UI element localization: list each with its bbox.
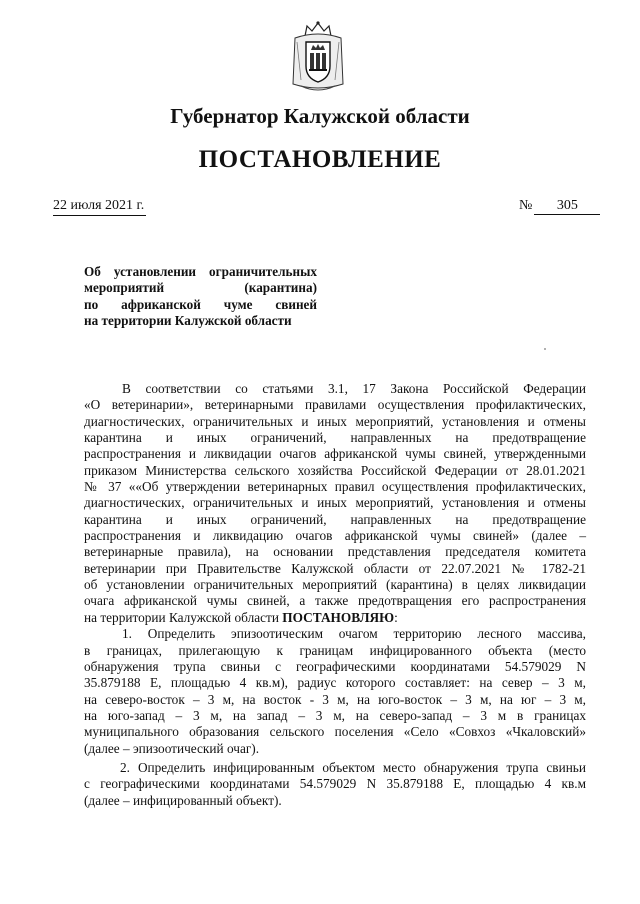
body-line: в границах, прилегающую к границам инфицированного объекта (место xyxy=(84,642,586,658)
subject-line: мероприятий (карантина) xyxy=(84,280,317,296)
body-line: распространения и ликвидации очагов африканской чумы свиней, утвержденными xyxy=(84,446,586,462)
body-line: карантина и иных ограничений, направленных на предотвращение xyxy=(84,511,586,527)
subject-line: по африканской чуме свиней xyxy=(84,296,317,312)
body-line: (далее – эпизоотический очаг). xyxy=(84,740,260,756)
subject-line: Об установлении ограничительных xyxy=(84,264,317,279)
body-line: диагностических, ограничительных и иных мероприятий, установления и отмены xyxy=(84,413,586,429)
number-label: № xyxy=(519,198,533,213)
coat-of-arms-emblem xyxy=(291,20,345,94)
body-line: 35.879188 E, площадью 4 кв.м), радиус которого составляет: на север – 3 м, xyxy=(84,675,586,691)
decree-colon: : xyxy=(394,609,398,625)
body-line: распространения и ликвидацию очагов африканской чумы свиней» (далее – xyxy=(84,528,586,544)
decree-word: ПОСТАНОВЛЯЮ xyxy=(282,609,395,625)
body-line: В соответствии со статьями 3.1, 17 Закона Российской Федерации xyxy=(122,381,586,396)
body-line: диагностических, ограничительных и иных мероприятий, установления и отмены xyxy=(84,495,586,511)
document-number xyxy=(519,198,600,215)
body-line: 2. Определить инфицированным объектом место обнаружения трупа свиньи xyxy=(120,759,586,775)
body-line: карантина и иных ограничений, направленных на предотвращение xyxy=(84,430,586,446)
number-value: 305 xyxy=(534,198,600,215)
document-body xyxy=(84,381,586,809)
subject-line: на территории Калужской области xyxy=(84,312,292,328)
body-line: ветеринарии при Правительстве Калужской области от 22.07.2021 № 1782-21 xyxy=(84,560,586,576)
body-line: 1. Определить эпизоотическим очагом территорию лесного массива, xyxy=(122,626,586,642)
body-line: (далее – инфицированный объект). xyxy=(84,792,282,808)
body-line: на юго-запад – 3 м, на запад – 3 м, на северо-запад – 3 м в границах xyxy=(84,707,586,723)
document-date: 22 июля 2021 г. xyxy=(53,198,146,216)
body-line: «О ветеринарии», ветеринарными правилами осуществления профилактических, xyxy=(84,397,586,413)
authority-title: Губернатор Калужской области xyxy=(170,104,470,128)
body-line: очага африканской чумы свиней, а также предотвращения его распространения xyxy=(84,593,586,609)
body-line: об установлении ограничительных мероприятий (карантина) в целях ликвидации xyxy=(84,577,586,593)
document-subject xyxy=(84,264,317,329)
document-type: ПОСТАНОВЛЕНИЕ xyxy=(198,146,442,173)
body-line: на территории Калужской области xyxy=(84,609,283,625)
body-line: муниципального образования сельского поселения «Село «Совхоз «Чкаловский» xyxy=(84,724,586,740)
body-line: ветеринарные правила), на основании представления председателя комитета xyxy=(84,544,586,560)
body-line: приказом Министерства сельского хозяйства Российской Федерации от 28.01.2021 xyxy=(84,462,586,478)
scan-speck xyxy=(544,348,546,350)
body-line: с географическими координатами 54.579029 N 35.879188 E, площадью 4 кв.м xyxy=(84,776,586,792)
body-line-decree xyxy=(84,610,586,626)
body-line: № 37 ««Об утверждении ветеринарных правил осуществления профилактических, xyxy=(84,479,586,495)
body-line: обнаружения трупа свиньи с географическими координатами 54.579029 N xyxy=(84,658,586,674)
body-line: на северо-восток – 3 м, на восток - 3 м, на юго-восток – 3 м, на юг – 3 м, xyxy=(84,691,586,707)
